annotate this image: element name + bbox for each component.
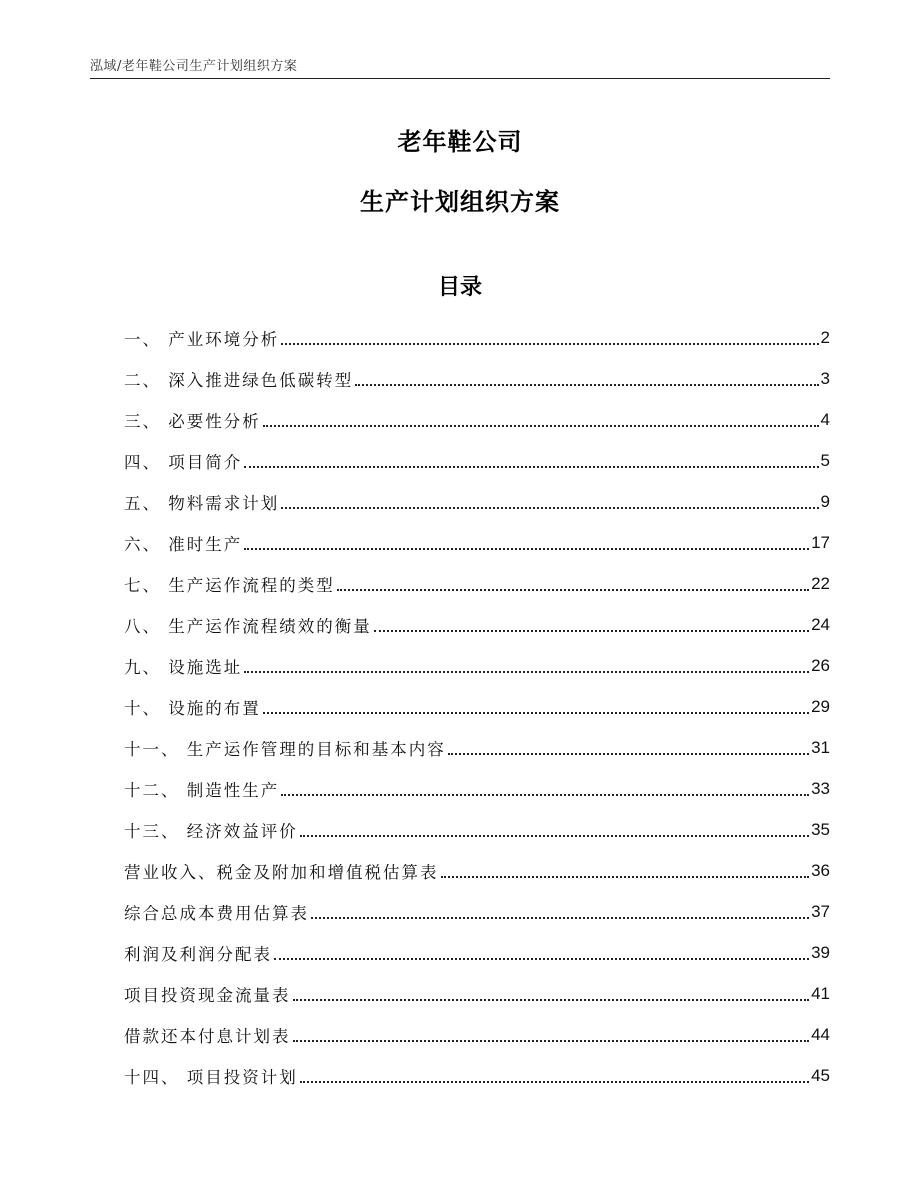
document-title-company: 老年鞋公司 (397, 128, 523, 156)
toc-heading: 目录 (437, 275, 482, 300)
toc-entry[interactable] (124, 317, 830, 358)
toc-dot-leader (281, 794, 809, 796)
toc-entry-label: 十二、 制造性生产 (124, 780, 280, 800)
toc-entry-page-number: 26 (811, 655, 830, 675)
toc-entry-page-number: 3 (820, 368, 830, 388)
toc-entry-page-number: 5 (820, 450, 830, 470)
toc-entry-label: 四、 项目简介 (124, 452, 243, 472)
toc-entry[interactable] (124, 1055, 830, 1096)
table-of-contents (124, 317, 830, 1096)
toc-dot-leader (300, 835, 809, 837)
toc-entry[interactable] (124, 891, 830, 932)
toc-entry-page-number: 24 (811, 614, 830, 634)
toc-entry[interactable] (124, 440, 830, 481)
toc-entry-label: 营业收入、税金及附加和增值税估算表 (124, 862, 439, 882)
toc-entry-page-number: 33 (811, 778, 830, 798)
toc-entry[interactable] (124, 645, 830, 686)
toc-entry-label: 综合总成本费用估算表 (124, 903, 309, 923)
toc-entry[interactable] (124, 563, 830, 604)
toc-entry[interactable] (124, 932, 830, 973)
document-title-plan: 生产计划组织方案 (360, 188, 560, 216)
toc-entry[interactable] (124, 768, 830, 809)
toc-entry-page-number: 36 (811, 860, 830, 880)
toc-entry[interactable] (124, 399, 830, 440)
toc-entry-page-number: 39 (811, 942, 830, 962)
toc-entry-label: 十四、 项目投资计划 (124, 1067, 298, 1087)
toc-entry-page-number: 31 (811, 737, 830, 757)
toc-entry-page-number: 44 (811, 1024, 830, 1044)
toc-entry[interactable] (124, 481, 830, 522)
toc-entry-label: 项目投资现金流量表 (124, 985, 291, 1005)
toc-dot-leader (263, 425, 819, 427)
toc-entry-label: 十、 设施的布置 (124, 698, 261, 718)
toc-entry[interactable] (124, 358, 830, 399)
toc-dot-leader (244, 548, 809, 550)
toc-entry-label: 七、 生产运作流程的类型 (124, 575, 335, 595)
toc-dot-leader (448, 753, 809, 755)
toc-dot-leader (274, 958, 809, 960)
toc-dot-leader (300, 1081, 809, 1083)
toc-entry-label: 利润及利润分配表 (124, 944, 272, 964)
toc-dot-leader (374, 630, 809, 632)
toc-entry-label: 二、 深入推进绿色低碳转型 (124, 370, 354, 390)
toc-entry-label: 十三、 经济效益评价 (124, 821, 298, 841)
header-divider (90, 78, 830, 79)
toc-entry[interactable] (124, 727, 830, 768)
toc-entry-label: 九、 设施选址 (124, 657, 243, 677)
toc-dot-leader (281, 343, 818, 345)
toc-dot-leader (311, 917, 809, 919)
toc-entry-page-number: 41 (811, 983, 830, 1003)
toc-entry[interactable] (124, 850, 830, 891)
toc-entry-page-number: 29 (811, 696, 830, 716)
toc-entry-label: 十一、 生产运作管理的目标和基本内容 (124, 739, 446, 759)
toc-entry-page-number: 2 (820, 327, 830, 347)
toc-entry-label: 一、 产业环境分析 (124, 329, 280, 349)
toc-entry-page-number: 17 (811, 532, 830, 552)
toc-entry-page-number: 35 (811, 819, 830, 839)
toc-entry-page-number: 37 (811, 901, 830, 921)
toc-dot-leader (355, 384, 818, 386)
toc-entry-label: 八、 生产运作流程绩效的衡量 (124, 616, 372, 636)
running-header: 泓域/老年鞋公司生产计划组织方案 (90, 59, 298, 74)
toc-entry[interactable] (124, 522, 830, 563)
toc-entry-page-number: 9 (820, 491, 830, 511)
toc-entry[interactable] (124, 604, 830, 645)
toc-entry-label: 借款还本付息计划表 (124, 1026, 291, 1046)
toc-entry[interactable] (124, 809, 830, 850)
toc-entry-page-number: 22 (811, 573, 830, 593)
toc-dot-leader (293, 1040, 810, 1042)
toc-entry-label: 五、 物料需求计划 (124, 493, 280, 513)
toc-dot-leader (263, 712, 809, 714)
toc-dot-leader (244, 671, 809, 673)
toc-dot-leader (337, 589, 809, 591)
toc-entry-page-number: 45 (811, 1065, 830, 1085)
toc-entry-label: 六、 准时生产 (124, 534, 243, 554)
toc-dot-leader (244, 466, 818, 468)
toc-dot-leader (293, 999, 810, 1001)
toc-entry-page-number: 4 (820, 409, 830, 429)
toc-entry-label: 三、 必要性分析 (124, 411, 261, 431)
toc-entry[interactable] (124, 973, 830, 1014)
toc-entry[interactable] (124, 1014, 830, 1055)
toc-dot-leader (281, 507, 818, 509)
toc-entry[interactable] (124, 686, 830, 727)
toc-dot-leader (441, 876, 810, 878)
